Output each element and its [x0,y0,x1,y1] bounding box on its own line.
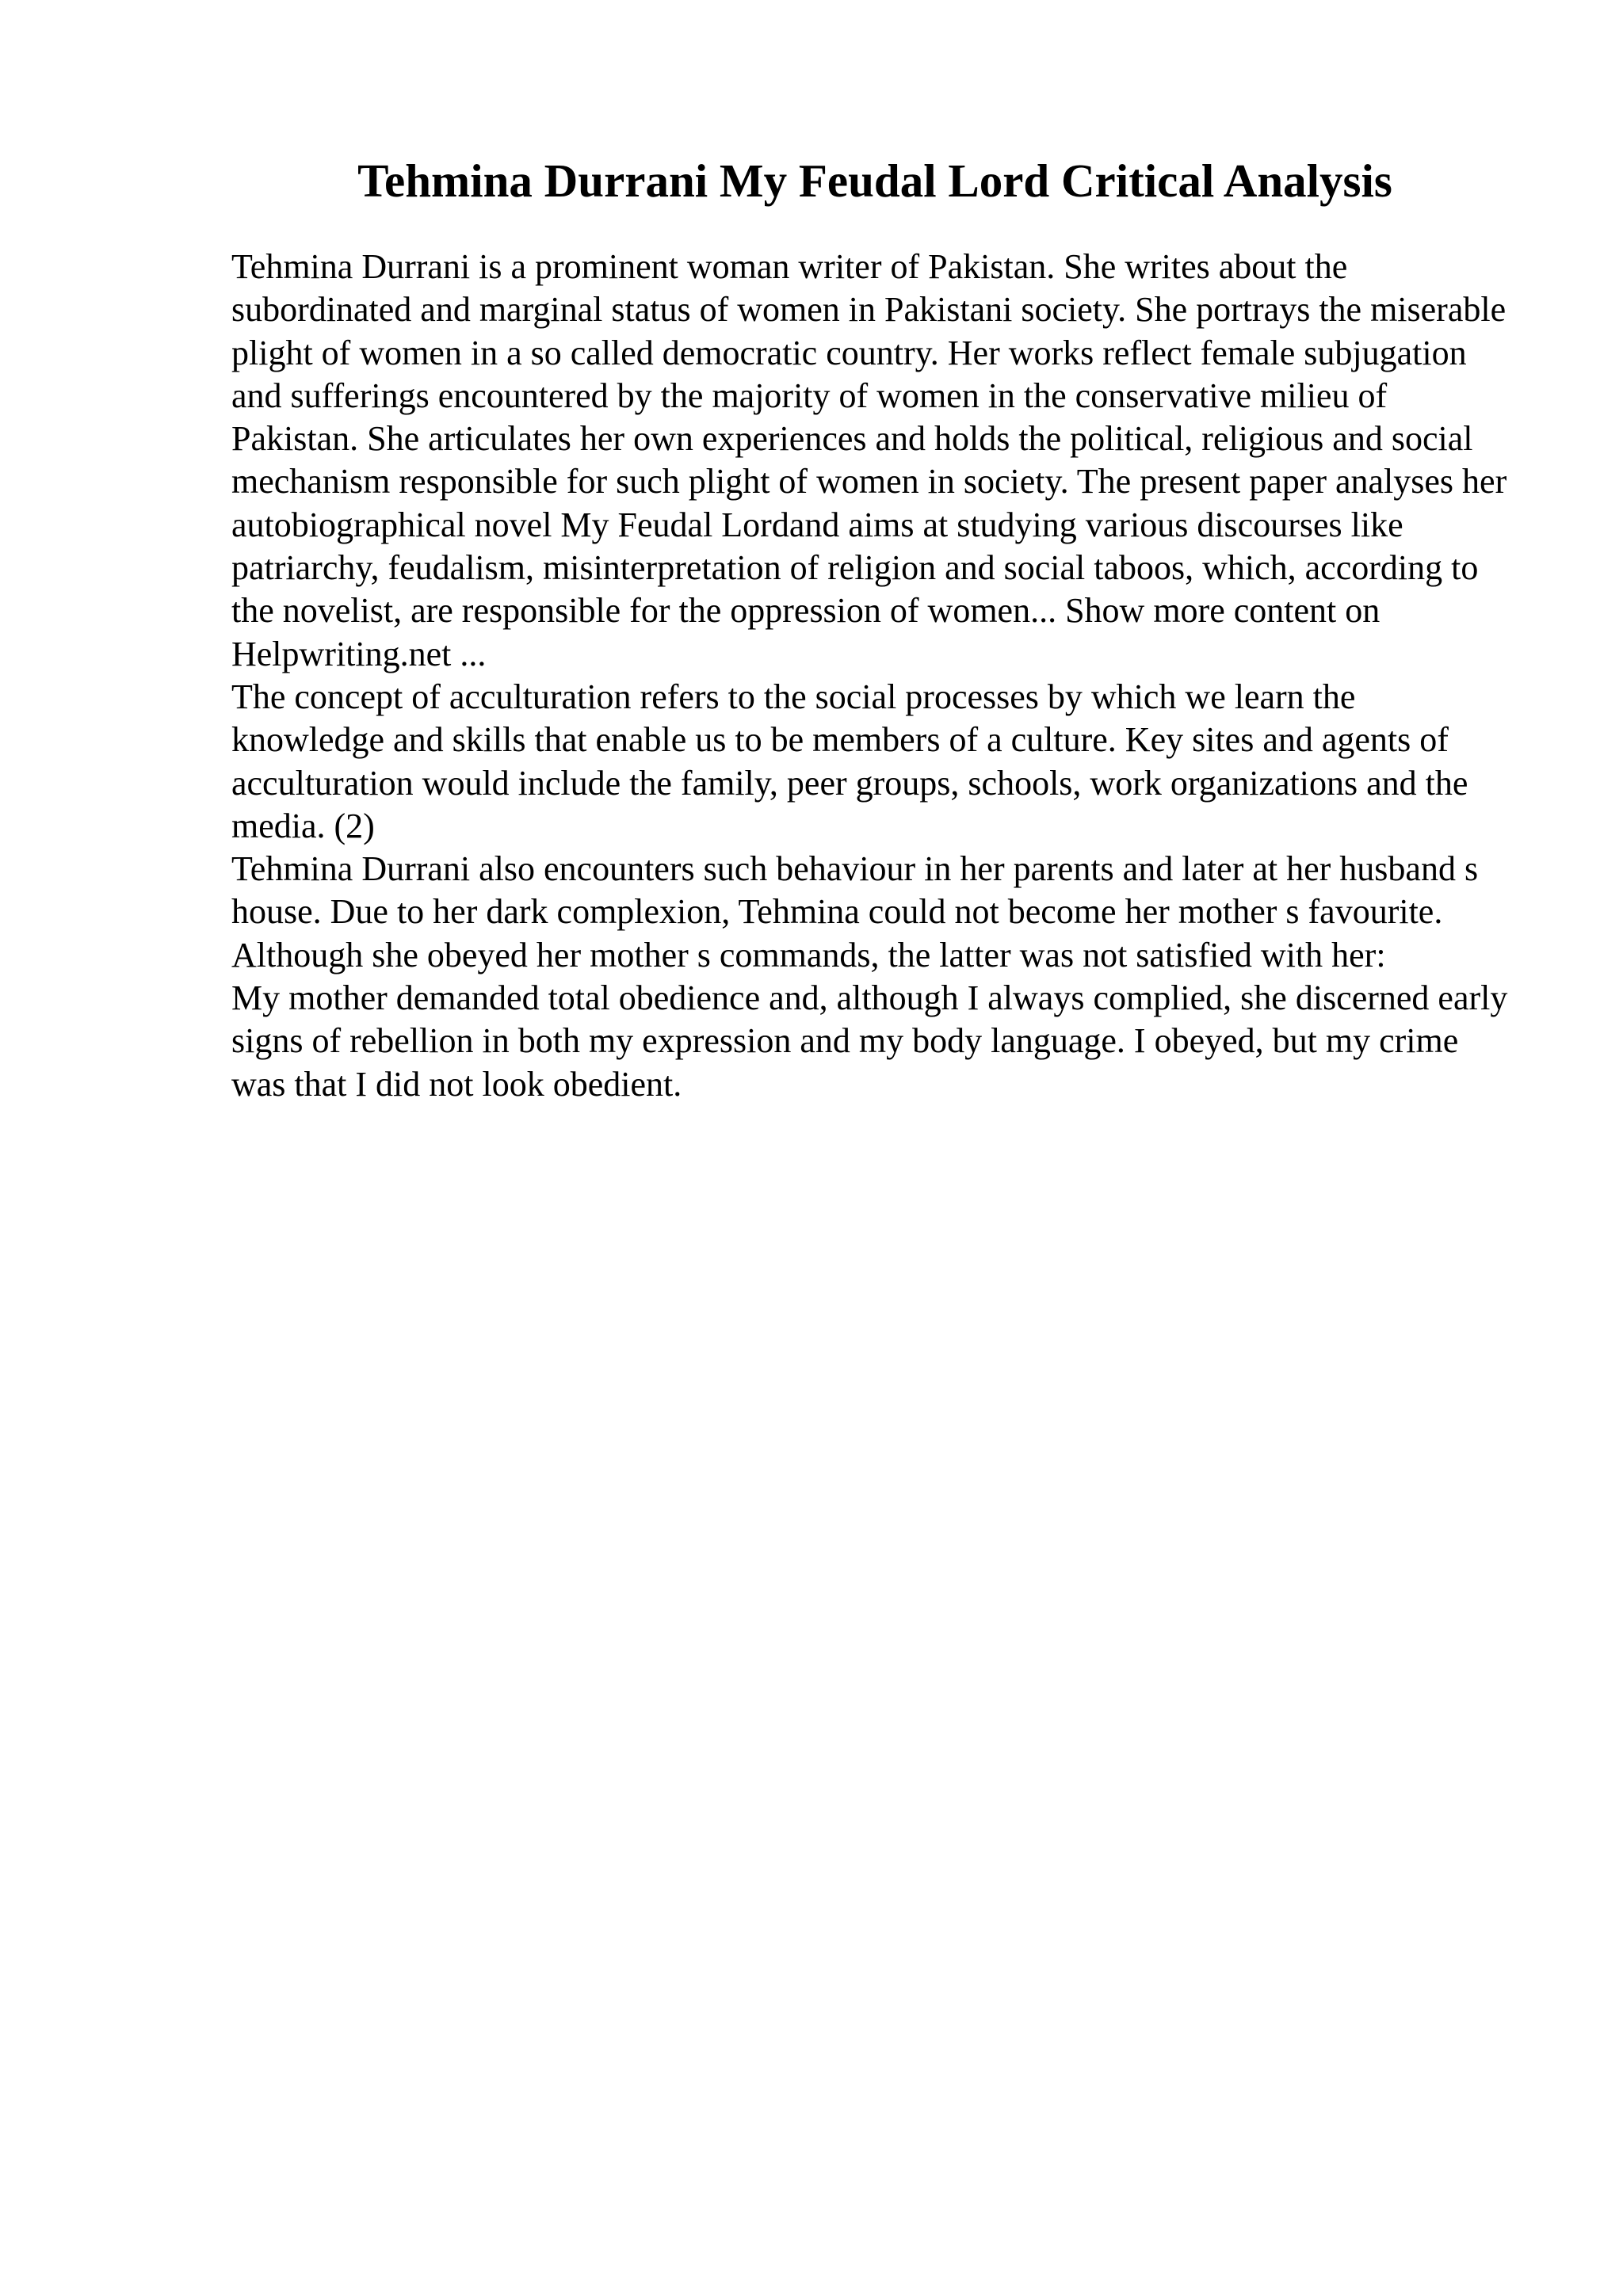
paragraph-intro: Tehmina Durrani is a prominent woman writer of Pakistan. She writes about the subordinated and marginal status of women in Pakistani society. She portrays the miserable plight of women in a so called democratic country. Her works reflect female subjugation and sufferings encountered by the majority of women in the conservative milieu of Pakistan. She articulates her own experiences and holds the political, religious and social mechanism responsible for such plight of women in society. The present paper analyses her autobiographical novel My Feudal Lordand aims at studying various discourses like patriarchy, feudalism, misinterpretation of religion and social taboos, which, according to the novelist, are responsible for the oppression of women... Show more content on Helpwriting.net ... [231,247,1507,673]
paragraph-quote: My mother demanded total obedience and, although I always complied, she discerned early signs of rebellion in both my expression and my body language. I obeyed, but my crime was that I did not look obedient. [231,978,1508,1104]
paragraph-acculturation: The concept of acculturation refers to the social processes by which we learn the knowledge and skills that enable us to be members of a culture. Key sites and agents of acculturation would include the family, peer groups, schools, work organizations and the media. (2) [231,677,1468,845]
document-body [231,246,1515,1106]
document-title: Tehmina Durrani My Feudal Lord Critical Analysis [357,154,1392,207]
paragraph-behaviour: Tehmina Durrani also encounters such behaviour in her parents and later at her husband s house. Due to her dark complexion, Tehmina could not become her mother s favourite. Although she obeyed her mother s commands, the latter was not satisfied with her: [231,849,1479,974]
